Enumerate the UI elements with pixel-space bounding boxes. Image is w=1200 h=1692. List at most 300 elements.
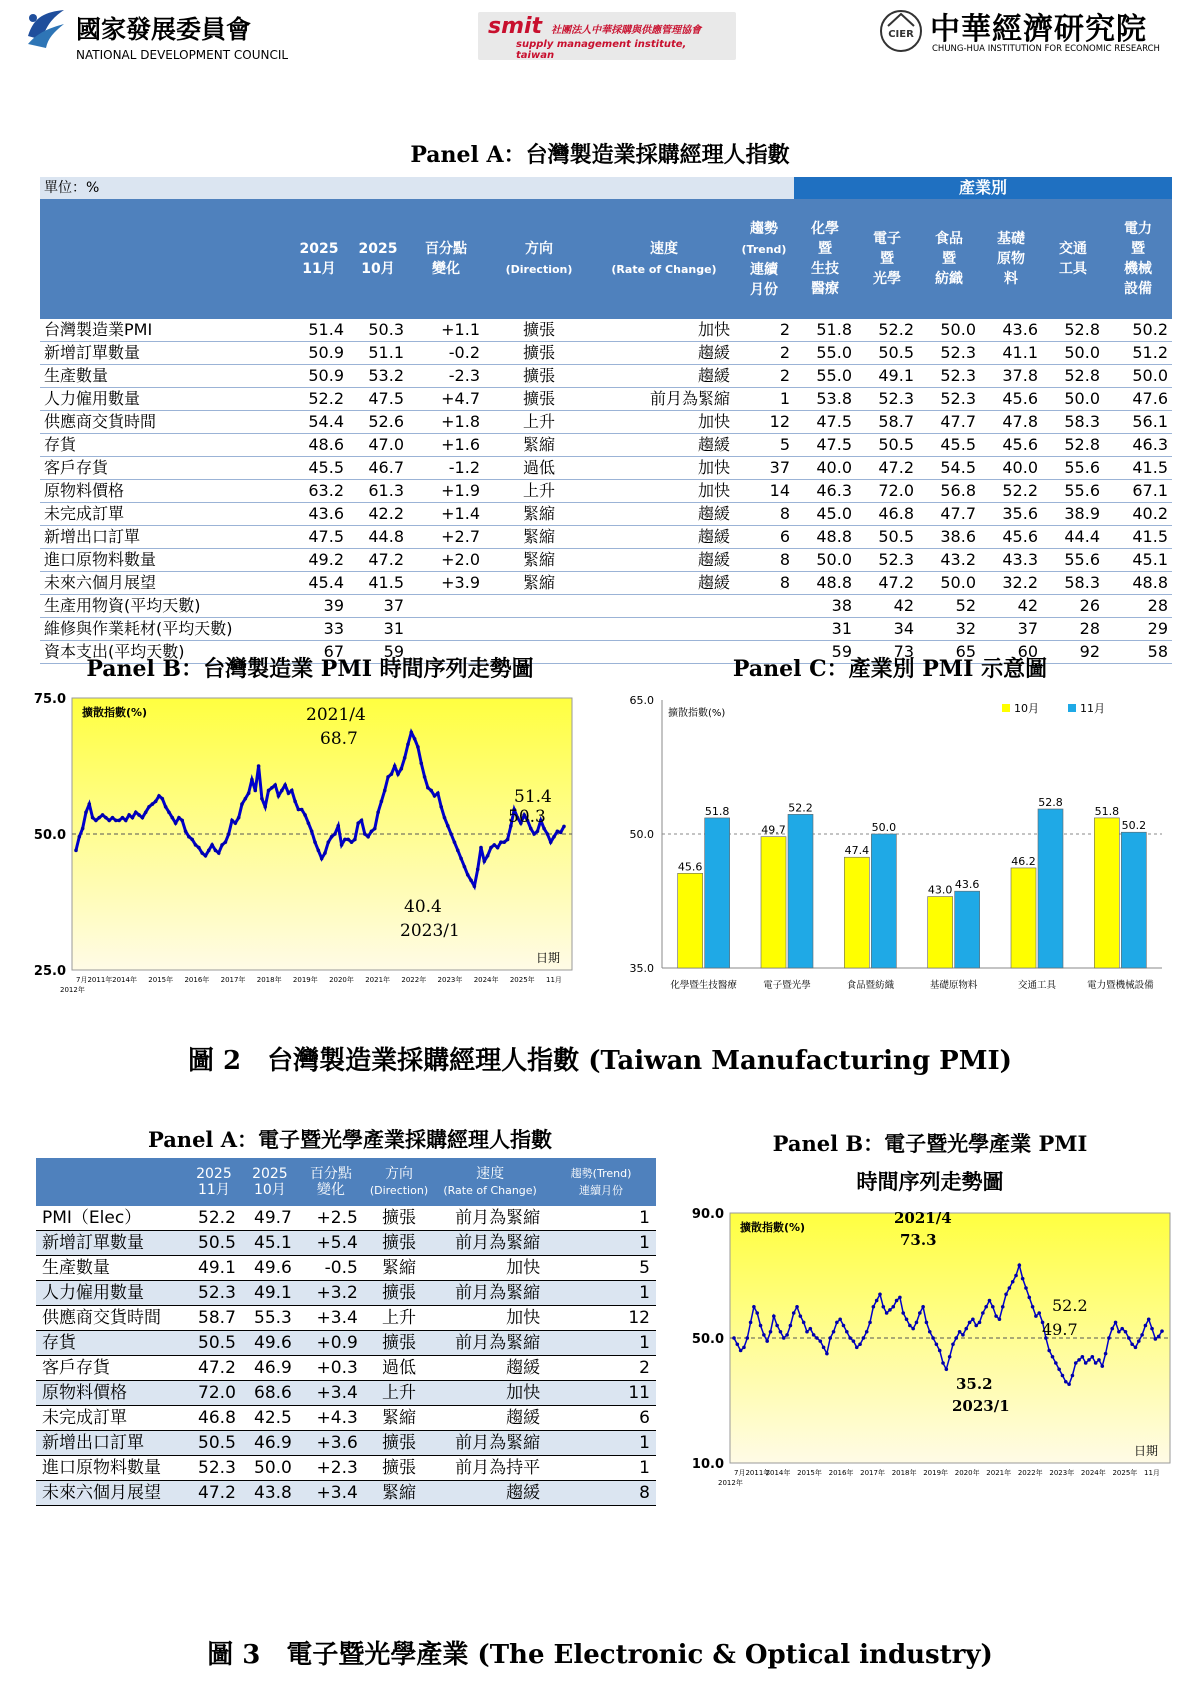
cell-industry: 72.0 [856,480,918,503]
col-ind-machinery: 電力 暨 機械 設備 [1104,199,1172,319]
data-point [356,821,360,825]
annotation-value: 68.7 [320,729,358,749]
table-row [40,319,1172,342]
cell-industry: 50.0 [918,319,980,342]
data-point [406,742,410,746]
cell-trend: 1 [734,388,794,411]
data-point [224,840,228,844]
cell-oct: 46.7 [348,457,408,480]
cell-industry: 32 [918,618,980,641]
cell-rate: 前月為緊縮 [434,1206,546,1231]
x-tick-label: 2021年 [365,976,391,984]
cell-industry: 51.8 [794,319,856,342]
cell-rate: 趨緩 [594,434,734,457]
cell-chg: +3.9 [408,572,484,595]
data-point [755,1311,759,1315]
data-point [419,761,423,765]
bar [844,857,869,968]
annotation-label: 2021/4 [306,705,366,725]
data-point [310,829,314,833]
row-name: 進口原物料數量 [40,549,290,572]
cell-oct: 68.6 [242,1381,298,1406]
data-point [915,1321,919,1325]
cell-dir: 擴張 [364,1281,434,1306]
legend-swatch [1002,704,1010,712]
data-point [736,1342,740,1346]
x-sub-label: 2012年 [718,1479,743,1487]
data-point [127,813,131,817]
y-tick-label: 90.0 [691,1207,724,1222]
cell-oct: 53.2 [348,365,408,388]
data-point [333,832,337,836]
data-point [895,1299,899,1303]
cell-dir: 擴張 [364,1231,434,1256]
bar [788,814,813,968]
annotation-value: 73.3 [900,1231,937,1249]
fig3-panel-b-title-1: Panel B：電子暨光學產業 PMI [772,1131,1088,1156]
cell-oct: 46.9 [242,1431,298,1456]
cell-industry: 50.0 [1104,365,1172,388]
category-label: 食品暨紡織 [846,980,895,991]
cell-industry: 41.1 [980,342,1042,365]
data-point [78,835,82,839]
table-row [36,1306,656,1331]
cell-industry: 48.8 [794,526,856,549]
data-point [326,840,330,844]
table-row [36,1206,656,1231]
cell-chg: +1.8 [408,411,484,434]
data-point [393,764,397,768]
cell-nov: 52.3 [186,1456,242,1481]
data-point [187,835,191,839]
bar [678,873,703,968]
data-label: 43.6 [954,878,980,892]
fig3-col-chg: 百分點 變化 [298,1158,364,1206]
table-row [40,503,1172,526]
cell-chg: +1.4 [408,503,484,526]
data-point [958,1330,962,1334]
cell-industry: 47.5 [794,411,856,434]
data-point [858,1342,862,1346]
legend-label: 11月 [1080,702,1105,715]
data-point [449,832,453,836]
cell-industry: 52.3 [918,365,980,388]
cell-dir: 擴張 [364,1206,434,1231]
annotation-label: 49.7 [1042,1320,1078,1339]
cell-chg: +4.3 [298,1406,364,1431]
fig2-panel-c-title: Panel C：產業別 PMI 示意圖 [732,656,1048,682]
data-point [1130,1342,1134,1346]
row-name: 台灣製造業PMI [40,319,290,342]
data-point [908,1324,912,1328]
data-point [144,810,148,814]
cell-trend: 2 [546,1356,656,1381]
col-rate: 速度 (Rate of Change) [594,199,734,319]
bar [1038,809,1063,968]
cell-trend: 1 [546,1456,656,1481]
cell-nov: 47.2 [186,1356,242,1381]
cell-oct: 49.6 [242,1331,298,1356]
data-point [456,849,460,853]
cell-trend: 2 [734,319,794,342]
cell-industry: 37 [980,618,1042,641]
data-point [1107,1336,1111,1340]
cell-chg: -2.3 [408,365,484,388]
cell-nov: 43.6 [290,503,348,526]
cell-trend: 6 [546,1406,656,1431]
data-point [436,791,440,795]
cell-chg: -0.2 [408,342,484,365]
cell-rate: 趨緩 [434,1406,546,1431]
cell-trend: 2 [734,342,794,365]
ndc-emblem-icon [24,6,68,50]
smit-logo-box [478,12,736,60]
cell-industry: 42 [980,595,1042,618]
data-point [496,846,500,850]
cell-oct: 59 [348,641,408,664]
data-point [1134,1346,1138,1350]
cell-industry: 92 [1042,641,1104,664]
cell-industry: 50.2 [1104,319,1172,342]
data-point [303,813,307,817]
cell-nov: 52.2 [290,388,348,411]
cell-industry: 52.2 [980,480,1042,503]
data-point [1117,1330,1121,1334]
data-point [300,808,304,812]
data-point [244,797,248,801]
x-sub-label: 2012年 [60,986,85,994]
cell-oct: 51.1 [348,342,408,365]
fig2-table-wrap [40,177,1172,664]
data-point [1154,1337,1158,1341]
annotation-value: 2023/1 [400,921,460,941]
cell-dir: 上升 [484,411,594,434]
cell-chg: +5.4 [298,1231,364,1256]
cell-rate: 趨緩 [594,526,734,549]
cell-nov: 39 [290,595,348,618]
data-point [363,832,367,836]
data-point [911,1327,915,1331]
cell-industry: 52.8 [1042,434,1104,457]
cell-chg [408,618,484,641]
x-tick-label: 2014年 [765,1469,791,1477]
data-point [1054,1361,1058,1365]
cell-nov: 50.5 [186,1431,242,1456]
cell-industry: 55.0 [794,342,856,365]
cell-industry: 52.8 [1042,319,1104,342]
cell-oct: 37 [348,595,408,618]
table-row [36,1431,656,1456]
data-point [529,827,533,831]
cell-oct: 43.8 [242,1481,298,1506]
data-point [1084,1361,1088,1365]
row-name: 未來六個月展望 [40,572,290,595]
ndc-en-name: NATIONAL DEVELOPMENT COUNCIL [76,48,289,62]
cell-industry: 55.0 [794,365,856,388]
cell-industry: 59 [794,641,856,664]
cell-nov: 50.5 [186,1331,242,1356]
cell-industry: 51.2 [1104,342,1172,365]
data-point [818,1339,822,1343]
data-point [350,840,354,844]
cell-rate: 前月為緊縮 [434,1331,546,1356]
data-point [1094,1361,1098,1365]
col-chg: 百分點 變化 [408,199,484,319]
x-tick-label: 2022年 [401,976,427,984]
cier-emblem-icon [878,8,924,54]
data-point [1097,1358,1101,1362]
cell-nov: 49.2 [290,549,348,572]
cell-oct: 52.6 [348,411,408,434]
cell-dir: 擴張 [484,342,594,365]
cell-industry: 45.1 [1104,549,1172,572]
data-point [194,843,198,847]
cell-industry: 38.6 [918,526,980,549]
cell-chg: +1.1 [408,319,484,342]
x-tick-label: 2024年 [473,976,499,984]
data-point [499,840,503,844]
data-point [502,840,506,844]
cell-chg: +3.4 [298,1481,364,1506]
data-point [360,819,364,823]
row-name: 未來六個月展望 [36,1481,186,1506]
bar [928,897,953,968]
cell-oct: 44.8 [348,526,408,549]
cell-nov: 47.5 [290,526,348,549]
ndc-logo [24,6,68,50]
data-point [792,1311,796,1315]
cell-trend: 1 [546,1331,656,1356]
data-point [204,854,208,858]
data-point [234,821,238,825]
data-point [828,1336,832,1340]
data-point [928,1330,932,1334]
row-name: 進口原物料數量 [36,1456,186,1481]
data-point [562,825,566,829]
cell-rate: 前月為持平 [434,1456,546,1481]
data-label: 50.2 [1121,819,1147,833]
row-name: 供應商交貨時間 [36,1306,186,1331]
cell-rate: 趨緩 [594,572,734,595]
table-row [40,342,1172,365]
data-point [134,810,138,814]
data-point [343,838,347,842]
cell-rate: 加快 [434,1256,546,1281]
cell-rate: 加快 [434,1306,546,1331]
data-label: 43.0 [927,883,953,897]
x-tick-label: 2021年 [986,1469,1012,1477]
table-row [40,365,1172,388]
data-point [74,849,78,853]
cell-dir: 擴張 [484,365,594,388]
cell-dir: 緊縮 [364,1256,434,1281]
data-point [1064,1380,1068,1384]
cell-trend: 5 [546,1256,656,1281]
data-point [875,1299,879,1303]
data-point [190,838,194,842]
data-point [111,816,115,820]
annotation-label: 40.4 [404,897,442,917]
data-point [549,840,553,844]
cell-industry: 28 [1104,595,1172,618]
x-tick-label: 2016年 [828,1469,854,1477]
y-tick-label: 65.0 [629,694,654,707]
data-point [1100,1364,1104,1368]
table-row [36,1481,656,1506]
data-point [1031,1305,1035,1309]
data-point [114,819,118,823]
cell-dir: 擴張 [484,319,594,342]
data-point [317,849,321,853]
x-tick-label: 11月 [546,976,562,984]
data-point [180,819,184,823]
unit-label: 單位：% [40,177,794,199]
cell-oct: 49.6 [242,1256,298,1281]
cell-industry: 45.6 [980,388,1042,411]
cell-trend: 5 [734,434,794,457]
cell-trend [734,618,794,641]
data-point [453,840,457,844]
cell-industry: 44.4 [1042,526,1104,549]
cell-industry: 56.1 [1104,411,1172,434]
cell-rate: 加快 [594,457,734,480]
table-row [36,1231,656,1256]
data-point [157,794,161,798]
data-point [1018,1263,1022,1267]
data-point [779,1330,783,1334]
data-point [104,816,108,820]
fig3-col-nov: 2025 11月 [186,1158,242,1206]
cier-name: 中華經濟研究院 [930,12,1147,47]
data-point [340,843,344,847]
data-point [822,1346,826,1350]
cell-trend: 1 [546,1431,656,1456]
data-point [400,767,404,771]
category-label: 電子暨光學 [763,980,811,991]
cell-chg: +3.4 [298,1381,364,1406]
y-tick-label: 35.0 [629,962,654,975]
data-point [1057,1367,1061,1371]
data-point [745,1336,749,1340]
data-point [971,1317,975,1321]
row-name: 新增訂單數量 [40,342,290,365]
x-tick-label: 2023年 [1049,1469,1075,1477]
data-point [532,832,536,836]
bar [955,891,980,968]
data-point [380,800,384,804]
cell-trend: 1 [546,1206,656,1231]
data-point [409,730,413,734]
cell-trend: 14 [734,480,794,503]
y-axis-label: 擴散指數(%) [668,708,726,719]
data-point [848,1336,852,1340]
data-point [439,805,443,809]
cell-dir [484,595,594,618]
cell-industry: 52.8 [1042,365,1104,388]
data-point [463,865,467,869]
cell-chg [408,595,484,618]
data-point [1157,1335,1161,1339]
data-point [469,878,473,882]
cell-dir: 擴張 [364,1431,434,1456]
cell-trend: 1 [546,1281,656,1306]
fig3-table-wrap [36,1158,656,1506]
cell-dir: 擴張 [484,388,594,411]
cell-industry: 28 [1042,618,1104,641]
cell-rate: 加快 [594,411,734,434]
col-ind-basic: 基礎 原物 料 [980,199,1042,319]
data-point [1071,1374,1075,1378]
y-tick-label: 50.0 [691,1332,724,1347]
data-point [739,1349,743,1353]
data-point [978,1321,982,1325]
data-point [479,846,483,850]
data-point [789,1324,793,1328]
cell-rate: 趨緩 [594,549,734,572]
row-name: 未完成訂單 [40,503,290,526]
cell-industry: 52 [918,595,980,618]
table-row [40,549,1172,572]
data-point [991,1305,995,1309]
cell-industry: 47.7 [918,411,980,434]
table-row [36,1356,656,1381]
data-point [386,775,390,779]
data-point [323,851,327,855]
cell-rate: 趨緩 [594,342,734,365]
data-point [1110,1327,1114,1331]
cell-industry: 29 [1104,618,1172,641]
data-point [489,846,493,850]
row-name: 生產數量 [40,365,290,388]
data-point [901,1311,905,1315]
cell-industry: 50.5 [856,526,918,549]
cell-chg: +3.4 [298,1306,364,1331]
data-point [1077,1358,1081,1362]
cell-industry: 43.2 [918,549,980,572]
data-point [426,786,430,790]
data-point [1074,1361,1078,1365]
x-tick-label: 2025年 [509,976,535,984]
smit-en-name: supply management institute, taiwan [516,39,687,61]
data-point [961,1333,965,1337]
cier-logo [878,8,924,54]
data-point [506,838,510,842]
cell-rate: 加快 [594,480,734,503]
data-point [84,810,88,814]
data-point [1114,1321,1118,1325]
data-label: 49.7 [761,823,786,837]
cell-nov: 45.5 [290,457,348,480]
annotation-label: 52.2 [1052,1296,1088,1315]
data-label: 50.0 [871,821,897,834]
data-point [988,1299,992,1303]
fig3-table-body [36,1206,656,1506]
cell-oct: 47.5 [348,388,408,411]
fig2-panel-a-title: Panel A：台灣製造業採購經理人指數 [410,142,790,168]
data-point [872,1305,876,1309]
data-point [1001,1305,1005,1309]
cell-industry: 41.5 [1104,457,1172,480]
bar [1094,818,1119,968]
data-point [307,821,311,825]
cell-rate: 前月為緊縮 [434,1231,546,1256]
cell-industry: 50.0 [1042,388,1104,411]
data-point [775,1324,779,1328]
cell-industry: 42 [856,595,918,618]
data-point [938,1349,942,1353]
data-point [998,1317,1002,1321]
cell-oct: 49.1 [242,1281,298,1306]
